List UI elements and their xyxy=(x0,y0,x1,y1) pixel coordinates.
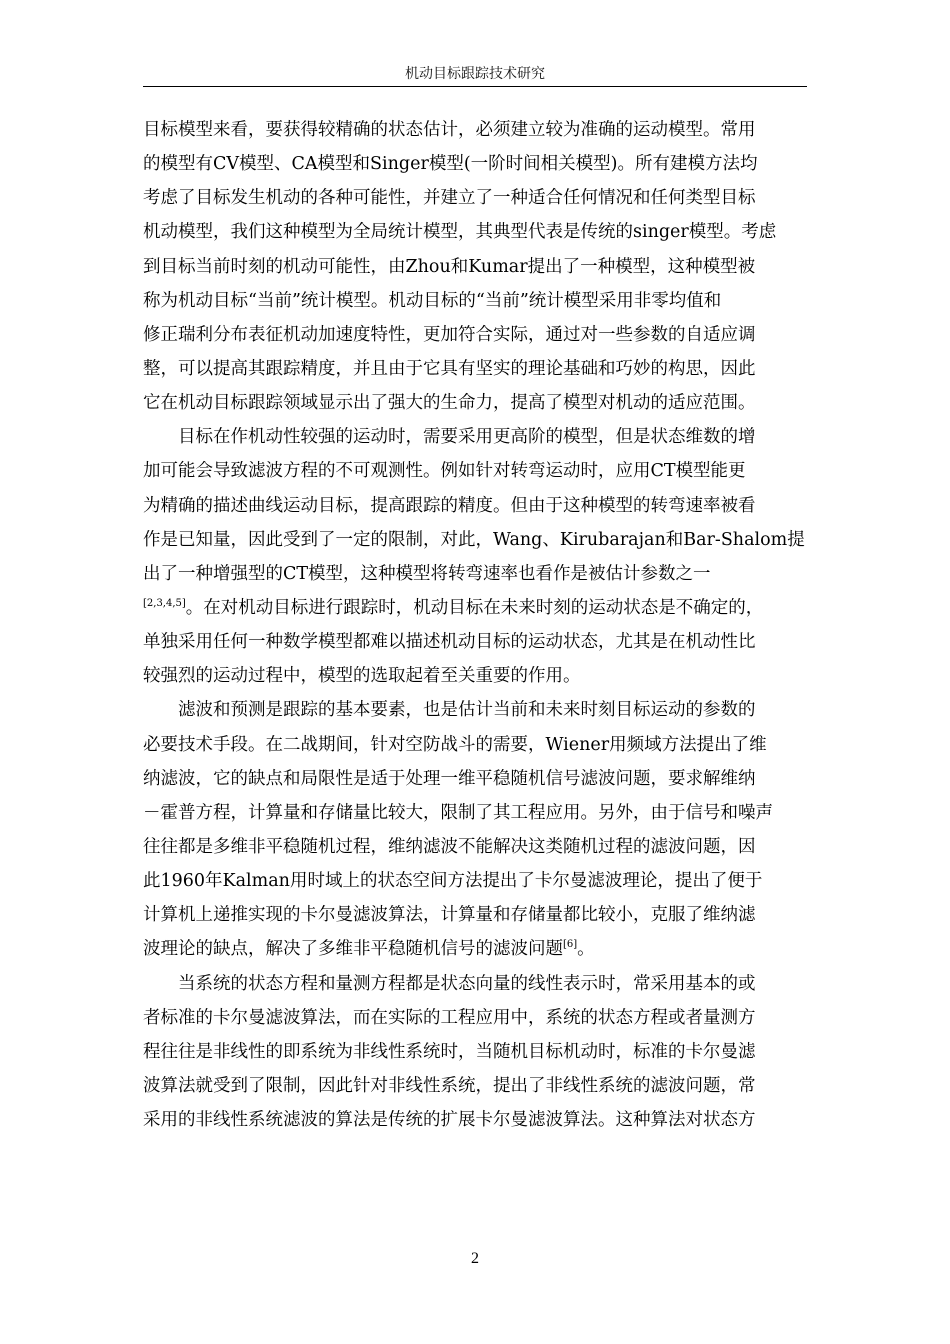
paragraph-2 xyxy=(143,420,807,693)
page-number: 2 xyxy=(471,1250,479,1267)
text-line: －霍普方程，计算量和存储量比较大，限制了其工程应用。另外，由于信号和噪声 xyxy=(143,802,773,823)
text-line: 者标准的卡尔曼滤波算法，而在实际的工程应用中，系统的状态方程或者量测方 xyxy=(143,1007,756,1028)
text-line: 单独采用任何一种数学模型都难以描述机动目标的运动状态，尤其是在机动性比 xyxy=(143,632,756,653)
text-span: 。 xyxy=(577,939,595,960)
header-rule xyxy=(143,86,807,87)
text-line: 滤波和预测是跟踪的基本要素，也是估计当前和未来时刻目标运动的参数的 xyxy=(178,700,756,721)
text-line: 波算法就受到了限制，因此针对非线性系统，提出了非线性系统的滤波问题，常 xyxy=(143,1075,756,1096)
text-line-with-citation xyxy=(143,591,807,625)
text-line: 程往往是非线性的即系统为非线性系统时，当随机目标机动时，标准的卡尔曼滤 xyxy=(143,1041,756,1062)
paragraph-4 xyxy=(143,967,807,1138)
text-line: 机动模型，我们这种模型为全局统计模型，其典型代表是传统的singer模型。考虑 xyxy=(143,222,777,243)
text-line: 较强烈的运动过程中，模型的选取起着至关重要的作用。 xyxy=(143,666,581,687)
text-line: 修正瑞利分布表征机动加速度特性，更加符合实际，通过对一些参数的自适应调 xyxy=(143,324,756,345)
text-span: 波理论的缺点，解决了多维非平稳随机信号的滤波问题 xyxy=(143,939,563,960)
text-line: 必要技术手段。在二战期间，针对空防战斗的需要，Wiener用频域方法提出了维 xyxy=(143,734,767,755)
text-line: 目标模型来看，要获得较精确的状态估计，必须建立较为准确的运动模型。常用 xyxy=(143,120,756,140)
text-line: 为精确的描述曲线运动目标，提高跟踪的精度。但由于这种模型的转弯速率被看 xyxy=(143,495,756,516)
text-line: 整，可以提高其跟踪精度，并且由于它具有坚实的理论基础和巧妙的构思，因此 xyxy=(143,358,756,379)
text-line: 目标在作机动性较强的运动时，需要采用更高阶的模型，但是状态维数的增 xyxy=(178,427,756,448)
text-line: 作是已知量，因此受到了一定的限制，对此，Wang、Kirubarajan和Bar-Shalom提 xyxy=(143,529,805,550)
text-line: 计算机上递推实现的卡尔曼滤波算法，计算量和存储量都比较小，克服了维纳滤 xyxy=(143,905,756,926)
citation: [6] xyxy=(563,939,578,951)
text-line: 采用的非线性系统滤波的算法是传统的扩展卡尔曼滤波算法。这种算法对状态方 xyxy=(143,1110,756,1131)
paragraph-3 xyxy=(143,693,807,966)
text-line-with-citation xyxy=(143,932,807,966)
paragraph-1 xyxy=(143,113,807,420)
text-line: 当系统的状态方程和量测方程都是状态向量的线性表示时，常采用基本的或 xyxy=(178,973,756,994)
body-text xyxy=(143,113,807,1137)
text-line: 的模型有CV模型、CA模型和Singer模型(一阶时间相关模型)。所有建模方法均 xyxy=(143,154,758,175)
text-span: 。在对机动目标进行跟踪时，机动目标在未来时刻的运动状态是不确定的， xyxy=(185,597,764,618)
text-line: 加可能会导致滤波方程的不可观测性。例如针对转弯运动时，应用CT模型能更 xyxy=(143,461,746,482)
text-line: 到目标当前时刻的机动可能性，由Zhou和Kumar提出了一种模型，这种模型被 xyxy=(143,256,756,277)
running-header: 机动目标跟踪技术研究 xyxy=(405,66,545,82)
citation: [2,3,4,5] xyxy=(143,597,186,609)
text-line: 它在机动目标跟踪领域显示出了强大的生命力，提高了模型对机动的适应范围。 xyxy=(143,393,756,414)
text-line: 纳滤波，它的缺点和局限性是适于处理一维平稳随机信号滤波问题，要求解维纳 xyxy=(143,768,756,789)
text-line: 往往都是多维非平稳随机过程，维纳滤波不能解决这类随机过程的滤波问题，因 xyxy=(143,836,756,857)
text-line: 考虑了目标发生机动的各种可能性，并建立了一种适合任何情况和任何类型目标 xyxy=(143,188,756,209)
text-line: 出了一种增强型的CT模型，这种模型将转弯速率也看作是被估计参数之一 xyxy=(143,563,711,584)
text-line: 称为机动目标“当前”统计模型。机动目标的“当前”统计模型采用非零均值和 xyxy=(143,290,722,311)
text-line: 此1960年Kalman用时域上的状态空间方法提出了卡尔曼滤波理论，提出了便于 xyxy=(143,871,763,892)
